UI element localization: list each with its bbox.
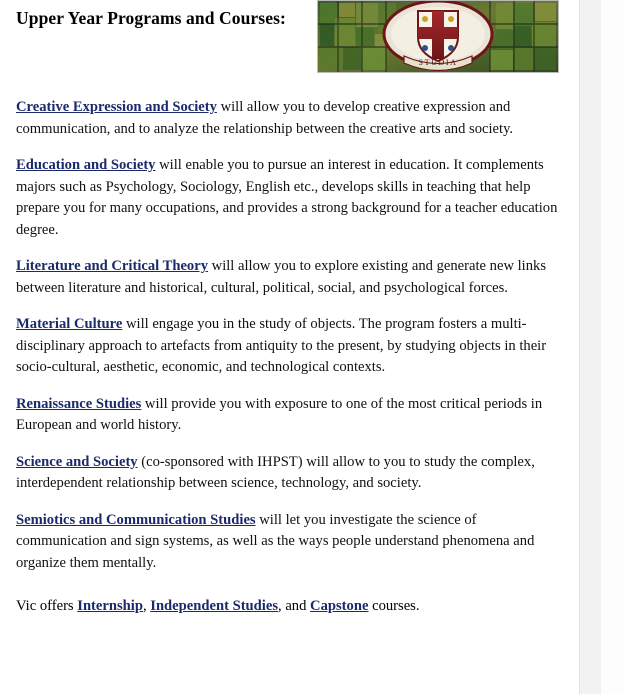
program-description: will enable you to pursue an interest in education. It complements majors such as Psychology, Sociology, English etc., develops skills in teaching that help prepare you for many occupations, and provides a strong background for a teacher education degree.	[16, 157, 558, 238]
program-paragraph	[16, 97, 562, 140]
footer-separator: ,	[142, 598, 151, 614]
program-link-education-and-society[interactable]: Education and Society	[16, 157, 156, 173]
program-description: will allow you to explore existing and generate new links between literature and historical, cultural, political, social, and psychological forces.	[16, 258, 547, 296]
program-description: will allow you to develop creative expression and communication, and to analyze the relationship between the creative arts and society.	[16, 99, 514, 137]
program-description: will engage you in the study of objects. The program fosters a multi-disciplinary approach to artefacts from antiquity to the present, by studying objects in their socio-cultural, aesthetic, economic, and technological contexts.	[16, 316, 547, 375]
program-paragraph	[16, 510, 562, 575]
program-paragraph	[16, 256, 562, 299]
footer-suffix: courses.	[368, 598, 420, 614]
program-description: will let you investigate the science of communication and sign systems, as well as the ways people understand phenomena and organize them mentally.	[16, 511, 535, 571]
page-right-gutter	[579, 0, 626, 694]
footer-courses-paragraph	[16, 596, 562, 618]
footer-prefix: Vic offers	[16, 598, 78, 614]
program-paragraph	[16, 394, 562, 437]
program-description: (co-sponsored with IHPST) will allow to you to study the complex, interdependent relationship between science, technology, and society.	[16, 453, 535, 491]
program-link-science-and-society[interactable]: Science and Society	[16, 453, 138, 470]
course-link-internship[interactable]: Internship	[77, 598, 143, 614]
program-paragraph	[16, 452, 562, 495]
program-link-creative-expression-and-society[interactable]: Creative Expression and Society	[16, 99, 217, 115]
course-link-capstone[interactable]: Capstone	[310, 598, 369, 614]
program-link-literature-and-critical-theory[interactable]: Literature and Critical Theory	[16, 258, 208, 274]
program-description: will provide you with exposure to one of the most critical periods in European and world history.	[16, 395, 543, 433]
footer-separator: , and	[278, 598, 311, 614]
document-content	[16, 0, 562, 618]
page-gutter-shade-outer	[601, 0, 625, 694]
program-link-renaissance-studies[interactable]: Renaissance Studies	[16, 395, 142, 412]
program-paragraph	[16, 314, 562, 379]
page-gutter-shade	[580, 0, 601, 694]
program-link-semiotics-and-communication-studies[interactable]: Semiotics and Communication Studies	[16, 511, 256, 528]
course-link-independent-studies[interactable]: Independent Studies	[150, 598, 279, 614]
stained-glass-window-photo	[317, 0, 559, 73]
page-title: Upper Year Programs and Courses:	[16, 8, 286, 28]
svg-text:STUDIA: STUDIA	[418, 58, 458, 67]
header-row	[16, 0, 562, 78]
program-link-material-culture[interactable]: Material Culture	[16, 316, 123, 332]
program-paragraph	[16, 155, 562, 241]
